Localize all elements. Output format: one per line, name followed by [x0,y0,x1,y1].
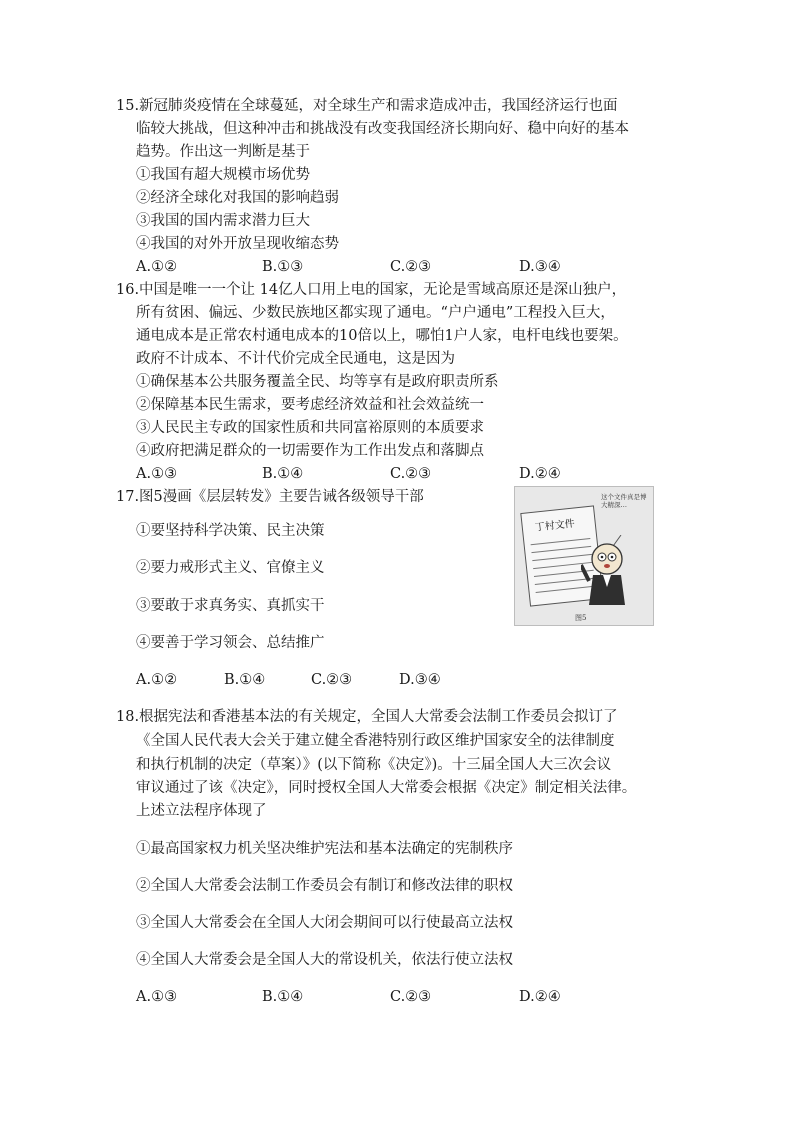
q16-answer-b: B.①④ [262,466,304,482]
q18-option-1: ①最高国家权力机关坚决维护宪法和基本法确定的宪制秩序 [136,841,513,857]
q15-answer-c: C.②③ [390,259,432,275]
q18-option-2: ②全国人大常委会法制工作委员会有制订和修改法律的职权 [136,878,513,894]
q17-option-3: ③要敢于求真务实、真抓实干 [136,598,325,614]
q17-answer-c: C.②③ [311,672,353,688]
q15-stem-line-3: 趋势。作出这一判断是基于 [136,144,310,160]
q16-option-3: ③人民民主专政的国家性质和共同富裕原则的本质要求 [136,420,484,436]
q16-stem-line-2: 所有贫困、偏远、少数民族地区都实现了通电。“户户通电”工程投入巨大， [136,305,615,321]
q18-stem-line-1: 18.根据宪法和香港基本法的有关规定，全国人大常委会法制工作委员会拟订了 [116,709,618,725]
cartoon-person-icon [581,535,645,611]
q15-answer-b: B.①③ [262,259,304,275]
q15-stem-line-2: 临较大挑战，但这种冲击和挑战没有改变我国经济长期向好、稳中向好的基本 [136,121,629,137]
cartoon-speech-text: 这个文件真是博大精深… [601,493,647,509]
q17-option-4: ④要善于学习领会、总结推广 [136,635,325,651]
q18-stem-line-5: 上述立法程序体现了 [136,803,267,819]
q16-stem-line-4: 政府不计成本、不计代价完成全民通电，这是因为 [136,351,455,367]
cartoon-caption: 图5 [575,614,587,622]
q18-answer-a: A.①③ [136,989,178,1005]
q17-stem-line-1: 17.图5漫画《层层转发》主要告诫各级领导干部 [116,489,424,505]
q15-answer-d: D.③④ [519,259,561,275]
q17-option-2: ②要力戒形式主义、官僚主义 [136,560,325,576]
q16-option-2: ②保障基本民生需求，要考虑经济效益和社会效益统一 [136,397,484,413]
q18-stem-line-3: 和执行机制的决定（草案）》(以下简称《决定》)。十三届全国人大三次会议 [136,757,612,773]
q17-answer-a: A.①② [136,672,178,688]
cartoon-document-title: 丁村文件 [534,518,576,534]
q16-option-1: ①确保基本公共服务覆盖全民、均等享有是政府职责所系 [136,374,499,390]
q16-stem-line-1: 16.中国是唯一一个让 14亿人口用上电的国家，无论是雪域高原还是深山独户， [116,282,627,298]
q17-answer-b: B.①④ [224,672,266,688]
q17-answer-d: D.③④ [399,672,441,688]
q15-stem-line-1: 15.新冠肺炎疫情在全球蔓延，对全球生产和需求造成冲击，我国经济运行也面 [116,98,618,114]
q15-answer-a: A.①② [136,259,178,275]
q18-stem-line-4: 审议通过了该《决定》，同时授权全国人大常委会根据《决定》制定相关法律。 [136,780,637,796]
q18-answer-c: C.②③ [390,989,432,1005]
q18-option-4: ④全国人大常委会是全国人大的常设机关，依法行使立法权 [136,952,513,968]
q18-stem-line-2: 《全国人民代表大会关于建立健全香港特别行政区维护国家安全的法律制度 [136,733,615,749]
cartoon-figure-5 [514,486,654,626]
q16-option-4: ④政府把满足群众的一切需要作为工作出发点和落脚点 [136,443,484,459]
q16-answer-a: A.①③ [136,466,178,482]
q18-answer-d: D.②④ [519,989,561,1005]
q15-option-1: ①我国有超大规模市场优势 [136,167,310,183]
q16-answer-d: D.②④ [519,466,561,482]
q16-answer-c: C.②③ [390,466,432,482]
q15-option-3: ③我国的国内需求潜力巨大 [136,213,310,229]
q16-stem-line-3: 通电成本是正常农村通电成本的10倍以上，哪怕1户人家，电杆电线也要架。 [136,328,628,344]
q15-option-2: ②经济全球化对我国的影响趋弱 [136,190,339,206]
q15-option-4: ④我国的对外开放呈现收缩态势 [136,236,339,252]
q18-option-3: ③全国人大常委会在全国人大闭会期间可以行使最高立法权 [136,915,513,931]
q17-option-1: ①要坚持科学决策、民主决策 [136,523,325,539]
q18-answer-b: B.①④ [262,989,304,1005]
